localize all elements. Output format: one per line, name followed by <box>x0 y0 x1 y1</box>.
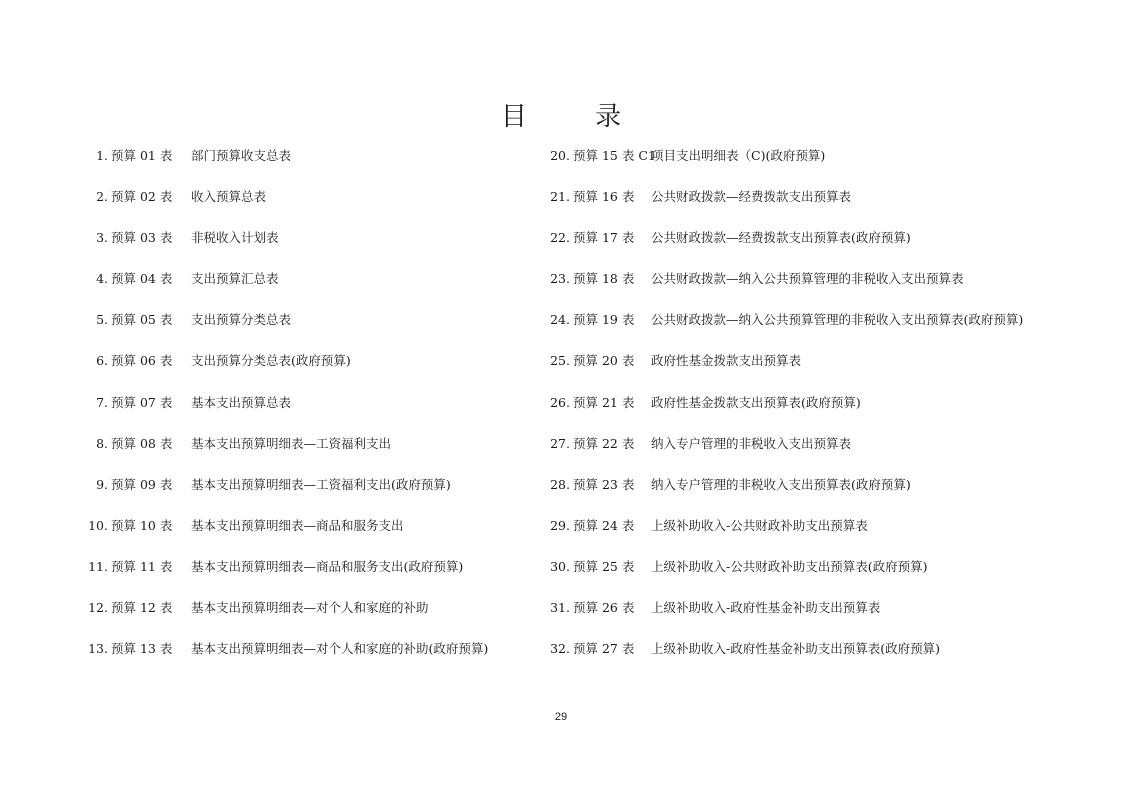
entry-code: 预算 23 表 <box>573 476 635 492</box>
entry-name: 收入预算总表 <box>191 189 267 205</box>
entry-code: 预算 03 表 <box>111 230 173 246</box>
entry-name: 部门预算收支总表 <box>191 148 292 163</box>
entry-name: 基本支出预算总表 <box>191 394 292 410</box>
entry-number: 21. <box>550 189 570 205</box>
toc-entry <box>80 187 488 228</box>
entry-code: 预算 19 表 <box>573 312 635 328</box>
entry-name: 非税收入计划表 <box>191 230 279 246</box>
entry-number: 2. <box>96 189 108 205</box>
entry-name: 基本支出预算明细表—对个人和家庭的补助(政府预算) <box>191 641 489 657</box>
entry-number: 30. <box>550 558 570 574</box>
toc-entry <box>80 310 488 351</box>
entry-code: 预算 13 表 <box>111 641 173 657</box>
entry-number: 31. <box>550 600 570 616</box>
entry-code: 预算 06 表 <box>111 353 173 369</box>
entry-name: 支出预算汇总表 <box>191 271 279 287</box>
entry-code: 预算 20 表 <box>573 353 635 369</box>
entry-name: 公共财政拨款—经费拨款支出预算表 <box>651 189 852 205</box>
entry-code: 预算 17 表 <box>573 230 635 246</box>
entry-code: 预算 01 表 <box>111 148 173 163</box>
toc-entry <box>540 269 1023 310</box>
entry-code: 预算 24 表 <box>573 517 635 533</box>
entry-number: 22. <box>550 230 570 246</box>
entry-code: 预算 16 表 <box>573 189 635 205</box>
entry-number: 12. <box>88 600 108 616</box>
entry-number: 6. <box>96 353 108 369</box>
entry-name: 政府性基金拨款支出预算表 <box>651 353 802 369</box>
toc-entry <box>540 475 1023 516</box>
entry-number: 9. <box>96 476 108 492</box>
entry-number: 32. <box>550 641 570 657</box>
entry-code: 预算 11 表 <box>111 558 173 574</box>
toc-entry <box>80 434 488 475</box>
entry-name: 上级补助收入-公共财政补助支出预算表(政府预算) <box>651 558 928 574</box>
entry-number: 27. <box>550 435 570 451</box>
entry-name: 基本支出预算明细表—对个人和家庭的补助 <box>191 600 429 616</box>
entry-name: 支出预算分类总表(政府预算) <box>191 353 351 369</box>
toc-entry <box>540 310 1023 351</box>
entry-code: 预算 12 表 <box>111 600 173 616</box>
entry-code: 预算 26 表 <box>573 600 635 616</box>
toc-entry <box>540 434 1023 475</box>
entry-number: 10. <box>88 517 108 533</box>
entry-code: 预算 22 表 <box>573 435 635 451</box>
entry-number: 4. <box>96 271 108 287</box>
toc-entry <box>80 393 488 434</box>
entry-name: 支出预算分类总表 <box>191 312 292 328</box>
entry-code: 预算 05 表 <box>111 312 173 328</box>
entry-code: 预算 15 表 C1 <box>573 148 656 163</box>
entry-name: 基本支出预算明细表—商品和服务支出(政府预算) <box>191 558 464 574</box>
toc-entry <box>540 187 1023 228</box>
entry-name: 项目支出明细表（C)(政府预算) <box>651 148 826 163</box>
entry-code: 预算 10 表 <box>111 517 173 533</box>
entry-number: 8. <box>96 435 108 451</box>
toc-entry <box>80 146 488 187</box>
toc-entry <box>80 598 488 639</box>
entry-name: 上级补助收入-公共财政补助支出预算表 <box>651 517 868 533</box>
entry-code: 预算 25 表 <box>573 558 635 574</box>
toc-left-column <box>80 146 488 680</box>
toc-entry <box>540 639 1023 680</box>
toc-entry <box>80 639 488 680</box>
toc-right-column <box>540 146 1023 680</box>
entry-code: 预算 09 表 <box>111 476 173 492</box>
entry-code: 预算 27 表 <box>573 641 635 657</box>
entry-number: 23. <box>550 271 570 287</box>
entry-name: 纳入专户管理的非税收入支出预算表(政府预算) <box>651 476 911 492</box>
entry-name: 基本支出预算明细表—商品和服务支出 <box>191 517 404 533</box>
entry-code: 预算 21 表 <box>573 394 635 410</box>
entry-name: 上级补助收入-政府性基金补助支出预算表(政府预算) <box>651 641 940 657</box>
entry-number: 5. <box>96 312 108 328</box>
entry-number: 1. <box>96 148 108 163</box>
toc-entry <box>80 269 488 310</box>
entry-number: 29. <box>550 517 570 533</box>
entry-name: 公共财政拨款—纳入公共预算管理的非税收入支出预算表(政府预算) <box>651 312 1024 328</box>
entry-number: 24. <box>550 312 570 328</box>
entry-code: 预算 07 表 <box>111 394 173 410</box>
page-number: 29 <box>554 711 568 723</box>
toc-entry <box>540 557 1023 598</box>
entry-name: 纳入专户管理的非税收入支出预算表 <box>651 435 852 451</box>
entry-number: 26. <box>550 394 570 410</box>
entry-name: 公共财政拨款—经费拨款支出预算表(政府预算) <box>651 230 911 246</box>
entry-number: 20. <box>550 148 570 163</box>
entry-number: 11. <box>88 558 108 574</box>
entry-number: 25. <box>550 353 570 369</box>
entry-code: 预算 08 表 <box>111 435 173 451</box>
entry-code: 预算 02 表 <box>111 189 173 205</box>
entry-number: 13. <box>88 641 108 657</box>
toc-entry <box>540 146 1023 187</box>
toc-entry <box>540 228 1023 269</box>
entry-number: 3. <box>96 230 108 246</box>
toc-entry <box>80 557 488 598</box>
toc-entry <box>540 393 1023 434</box>
entry-name: 上级补助收入-政府性基金补助支出预算表 <box>651 600 881 616</box>
entry-code: 预算 18 表 <box>573 271 635 287</box>
entry-code: 预算 04 表 <box>111 271 173 287</box>
entry-number: 7. <box>96 394 108 410</box>
toc-entry <box>540 351 1023 392</box>
entry-name: 公共财政拨款—纳入公共预算管理的非税收入支出预算表 <box>651 271 964 287</box>
entry-name: 基本支出预算明细表—工资福利支出(政府预算) <box>191 476 451 492</box>
entry-name: 政府性基金拨款支出预算表(政府预算) <box>651 394 861 410</box>
page-title: 目 录 <box>500 102 652 132</box>
toc-entry <box>80 516 488 557</box>
toc-entry <box>80 475 488 516</box>
toc-entry <box>540 516 1023 557</box>
entry-name: 基本支出预算明细表—工资福利支出 <box>191 435 392 451</box>
entry-number: 28. <box>550 476 570 492</box>
toc-entry <box>80 351 488 392</box>
toc-entry <box>80 228 488 269</box>
toc-entry <box>540 598 1023 639</box>
